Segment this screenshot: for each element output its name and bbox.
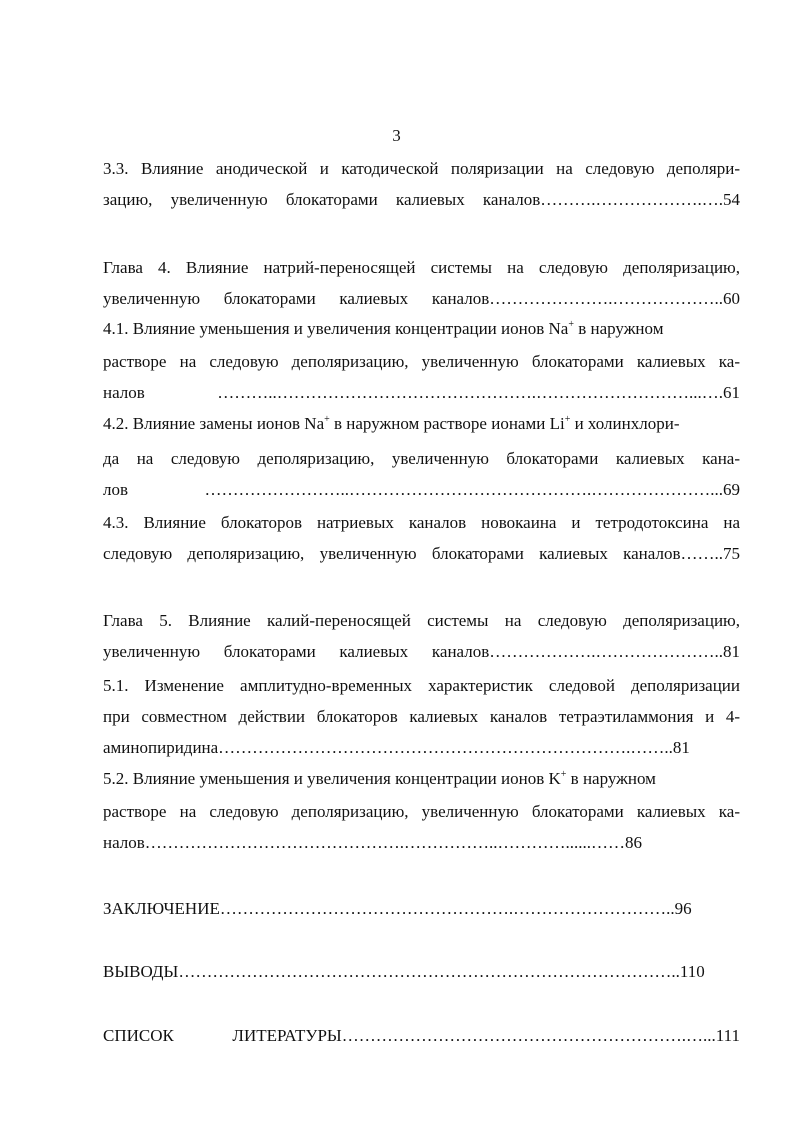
page-number: 3 <box>392 126 401 145</box>
toc-references: СПИСОК ЛИТЕРАТУРЫ…………………………………………………….…...111 <box>103 1026 740 1045</box>
toc-entry-4-2-line-3: лов ……………………..…………………………………….…………………...69 <box>103 480 740 499</box>
toc-entry-4-2-line-1: 4.2. Влияние замены ионов Na+ в наружном растворе ионами Li+ и холинхлори- <box>103 414 680 433</box>
toc-chapter-5-line-2: увеличенную блокаторами калиевых каналов……………….…………………..81 <box>103 642 740 661</box>
toc-entry-3-3-line-1: 3.3. Влияние анодической и катодической поляризации на следовую деполяри- <box>103 159 740 178</box>
toc-entry-5-1-line-1: 5.1. Изменение амплитудно-временных характеристик следовой деполяризации <box>103 676 740 695</box>
toc-entry-4-1-line-3: налов ………..……………………………………….………………………...….61 <box>103 383 740 402</box>
toc-findings: ВЫВОДЫ……………………………………………………………………………..110 <box>103 962 705 981</box>
toc-entry-5-1-line-2: при совместном действии блокаторов калиевых каналов тетраэтиламмония и 4- <box>103 707 740 726</box>
toc-conclusion: ЗАКЛЮЧЕНИЕ…………………………………………….………………………..96 <box>103 899 692 918</box>
toc-entry-5-2-line-1: 5.2. Влияние уменьшения и увеличения концентрации ионов K+ в наружном <box>103 769 656 788</box>
toc-entry-5-2-line-2: растворе на следовую деполяризацию, увеличенную блокаторами калиевых ка- <box>103 802 740 821</box>
toc-entry-4-1-line-2: раствоpe на следовую деполяризацию, увеличенную блокаторами калиевых ка- <box>103 352 740 371</box>
toc-chapter-4-line-1: Глава 4. Влияние натрий-переносящей системы на следовую деполяризацию, <box>103 258 740 277</box>
toc-chapter-5-line-1: Глава 5. Влияние калий-переносящей системы на следовую деполяризацию, <box>103 611 740 630</box>
toc-entry-3-3-line-2: зацию, увеличенную блокаторами калиевых каналов……….……………….….54 <box>103 190 740 209</box>
toc-entry-4-2-line-2: да на следовую деполяризацию, увеличенную блокаторами калиевых кана- <box>103 449 740 468</box>
toc-chapter-4-line-2: увеличенную блокаторами калиевых каналов………………….………………..60 <box>103 289 740 308</box>
toc-entry-5-1-line-3: аминопиридина……………………………………………………………….……..81 <box>103 738 690 757</box>
toc-entry-4-3-line-1: 4.3. Влияние блокаторов натриевых каналов новокаина и тетродотоксина на <box>103 513 740 532</box>
toc-entry-5-2-line-3: налов……………………………………….……………..…………......……86 <box>103 833 643 852</box>
toc-entry-4-3-line-2: следовую деполяризацию, увеличенную блокаторами калиевых каналов……..75 <box>103 544 740 563</box>
toc-entry-4-1-line-1: 4.1. Влияние уменьшения и увеличения концентрации ионов Na+ в наружном <box>103 319 664 338</box>
